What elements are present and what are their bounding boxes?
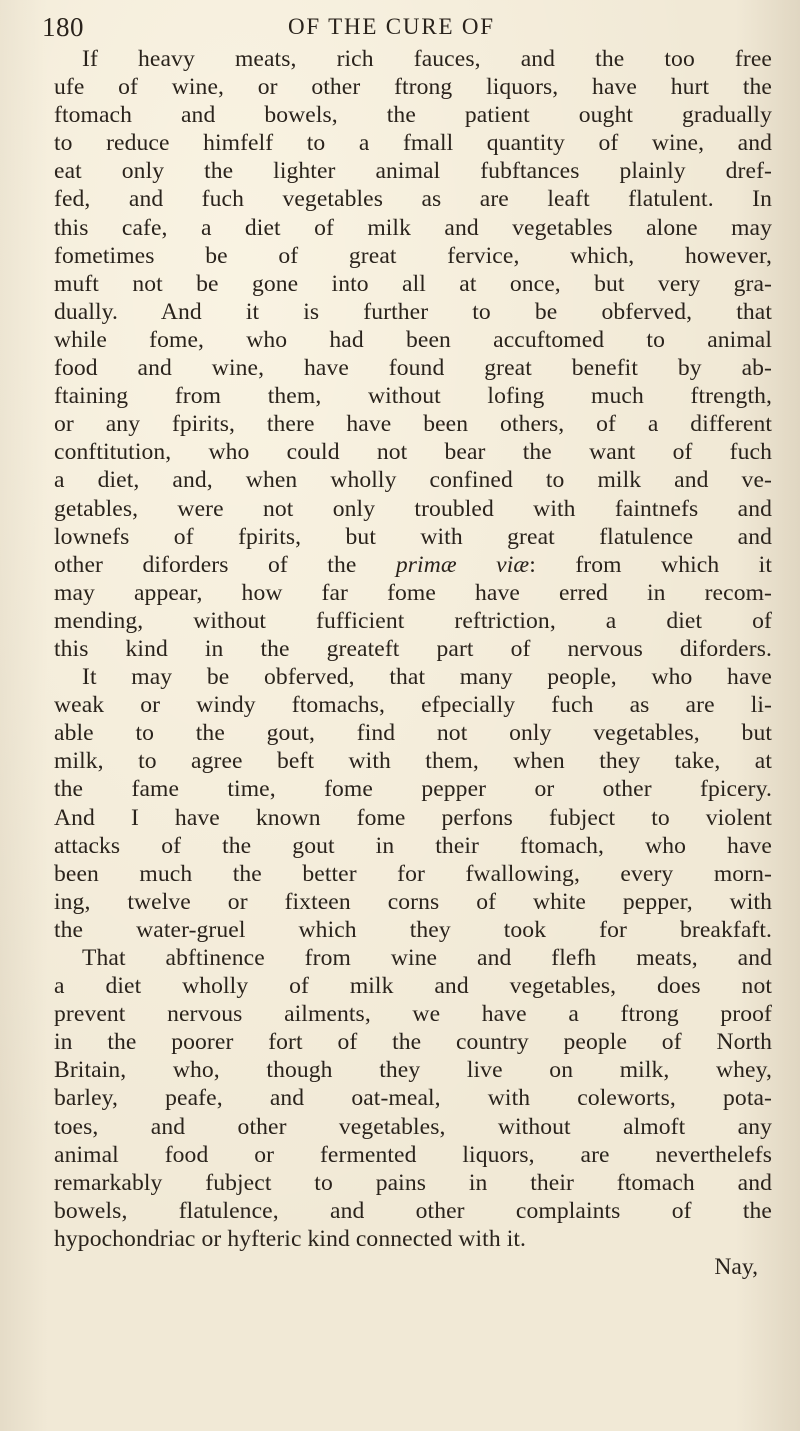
text-line xyxy=(54,1056,772,1084)
text-line xyxy=(54,1169,772,1197)
line-text: muft not be gone into all at once, but very gra- xyxy=(54,270,772,297)
text-line xyxy=(54,354,772,382)
line-text: in the poorer fort of the country people of North xyxy=(54,1029,772,1056)
line-text: food and wine, have found great benefit by ab- xyxy=(54,355,772,382)
italic-phrase: primæ viæ xyxy=(395,551,530,578)
line-text: toes, and other vegetables, without almoft any xyxy=(54,1113,772,1140)
line-text: ftaining from them, without lofing much ftrength, xyxy=(54,383,772,410)
line-text: lownefs of fpirits, but with great flatulence and xyxy=(54,523,772,550)
text-line xyxy=(54,129,772,157)
text-line xyxy=(54,101,772,129)
text-line xyxy=(54,1225,772,1253)
text-line xyxy=(54,860,772,888)
running-head: OF THE CURE OF xyxy=(288,14,495,39)
line-text: fometimes be of great fervice, which, however, xyxy=(54,242,772,269)
page-number: 180 xyxy=(42,12,84,42)
text-line xyxy=(54,719,772,747)
text-line xyxy=(54,607,772,635)
body-text xyxy=(54,45,772,1281)
line-text: animal food or fermented liquors, are neverthelefs xyxy=(54,1141,772,1168)
text-line xyxy=(54,551,772,579)
line-text: hypochondriac or hyfteric kind connected with it. xyxy=(54,1225,527,1252)
text-line xyxy=(54,157,772,185)
line-text: to reduce himfelf to a fmall quantity of wine, and xyxy=(54,130,772,157)
text-line xyxy=(54,635,772,663)
text-line xyxy=(54,691,772,719)
line-text: able to the gout, find not only vegetables, but xyxy=(54,720,772,747)
line-text: milk, to agree beft with them, when they take, at xyxy=(54,748,772,775)
text-line xyxy=(54,495,772,523)
line-text: a diet, and, when wholly confined to milk and ve- xyxy=(54,467,772,494)
line-text: been much the better for fwallowing, every morn- xyxy=(54,860,772,887)
line-text: or any fpirits, there have been others, of a different xyxy=(54,411,772,438)
text-line xyxy=(54,438,772,466)
line-text: That abftinence from wine and flefh meats, and xyxy=(82,945,772,971)
line-text: dually. And it is further to be obferved, that xyxy=(54,298,772,325)
line-text: other diforders of the xyxy=(54,551,396,578)
line-text: mending, without fufficient reftriction, a diet of xyxy=(54,607,772,634)
text-line xyxy=(54,888,772,916)
text-line xyxy=(54,185,772,213)
line-text: If heavy meats, rich fauces, and the too free xyxy=(82,46,772,72)
text-line xyxy=(54,242,772,270)
line-text: getables, were not only troubled with faintnefs and xyxy=(54,495,772,522)
line-text: the fame time, fome pepper or other fpicery. xyxy=(54,776,772,803)
page-header xyxy=(42,6,762,46)
text-line xyxy=(54,579,772,607)
text-line xyxy=(54,663,772,691)
line-text: while fome, who had been accuftomed to animal xyxy=(54,326,772,353)
line-text: eat only the lighter animal fubftances plainly dref- xyxy=(54,158,772,185)
text-line xyxy=(54,944,772,972)
text-line xyxy=(54,73,772,101)
line-text: this kind in the greateft part of nervous diforders. xyxy=(54,635,772,662)
text-line xyxy=(54,1141,772,1169)
catchword: Nay, xyxy=(714,1254,758,1281)
text-line xyxy=(54,1000,772,1028)
line-text: fed, and fuch vegetables as are leaft flatulent. In xyxy=(54,186,772,213)
line-text: this cafe, a diet of milk and vegetables alone may xyxy=(54,214,772,241)
text-line xyxy=(54,298,772,326)
line-text: ing, twelve or fixteen corns of white pepper, with xyxy=(54,888,772,915)
text-line xyxy=(54,523,772,551)
text-line xyxy=(54,804,772,832)
line-text: weak or windy ftomachs, efpecially fuch as are li- xyxy=(54,692,772,719)
text-line xyxy=(54,1113,772,1141)
line-text: ufe of wine, or other ftrong liquors, have hurt the xyxy=(54,74,772,101)
line-text: attacks of the gout in their ftomach, who have xyxy=(54,832,772,859)
line-text: It may be obferved, that many people, who have xyxy=(82,664,772,691)
text-line xyxy=(54,916,772,944)
text-line xyxy=(54,270,772,298)
line-text: the water-gruel which they took for breakfaft. xyxy=(54,916,772,943)
line-text: ftomach and bowels, the patient ought gradually xyxy=(54,102,772,129)
text-line xyxy=(54,45,772,73)
line-text: conftitution, who could not bear the want of fuch xyxy=(54,439,772,466)
line-text: prevent nervous ailments, we have a ftrong proof xyxy=(54,1001,772,1028)
text-line xyxy=(54,832,772,860)
line-text: may appear, how far fome have erred in recom- xyxy=(54,579,772,606)
text-line xyxy=(54,326,772,354)
line-text: Britain, who, though they live on milk, whey, xyxy=(54,1057,772,1084)
text-line xyxy=(54,382,772,410)
text-line xyxy=(54,410,772,438)
text-line xyxy=(54,1197,772,1225)
text-line xyxy=(54,214,772,242)
line-text: bowels, flatulence, and other complaints of the xyxy=(54,1197,772,1224)
text-line xyxy=(54,1084,772,1112)
text-line xyxy=(54,775,772,803)
line-text-after: : from which it xyxy=(529,551,772,578)
text-line xyxy=(54,972,772,1000)
line-text: And I have known fome perfons fubject to violent xyxy=(54,804,772,831)
line-text: a diet wholly of milk and vegetables, does not xyxy=(54,973,772,1000)
text-line xyxy=(54,1028,772,1056)
text-line xyxy=(54,747,772,775)
line-text: remarkably fubject to pains in their ftomach and xyxy=(54,1169,772,1196)
text-line xyxy=(54,466,772,494)
line-text: barley, peafe, and oat-meal, with coleworts, pota- xyxy=(54,1085,772,1112)
